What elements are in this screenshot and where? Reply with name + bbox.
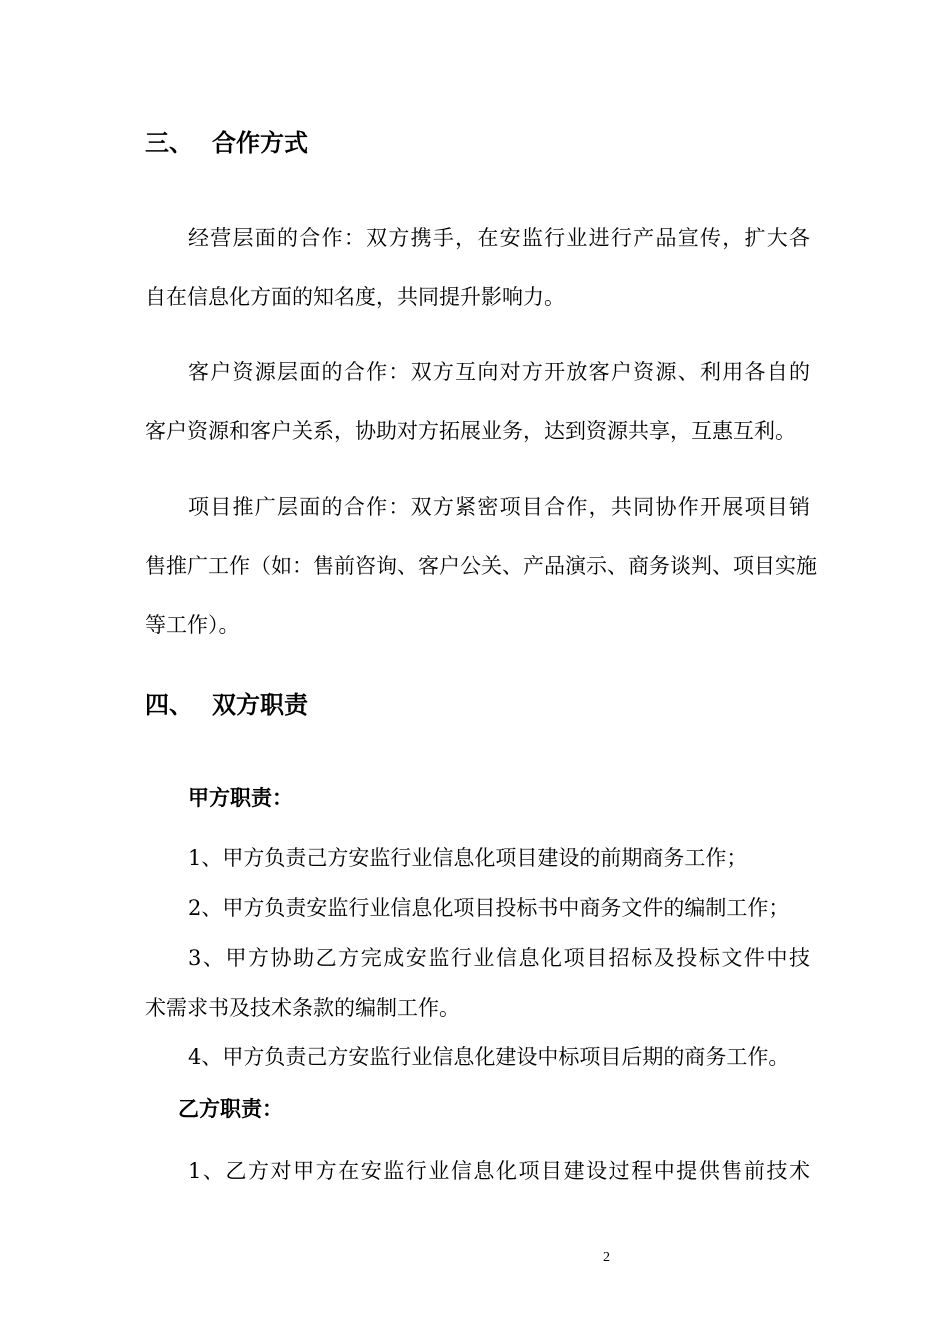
party-a-item: [145, 848, 810, 869]
paragraph-line: 客户资源层面的合作：双方互向对方开放客户资源、利用各自的: [188, 360, 810, 384]
party-a-item: [145, 1047, 810, 1068]
party-b-heading: 乙方职责：: [178, 1096, 283, 1121]
item-line: 4、甲方负责己方安监行业信息化建设中标项目后期的商务工作。: [188, 1045, 790, 1069]
paragraph-line: 等工作）。: [145, 613, 240, 637]
page-number: 2: [603, 1250, 610, 1265]
section-3-title: 合作方式: [212, 128, 308, 157]
section-4-title: 双方职责: [212, 690, 308, 719]
section-3-number: 三、: [145, 128, 193, 157]
paragraph-line: 售推广工作（如：售前咨询、客户公关、产品演示、商务谈判、项目实施: [145, 554, 817, 578]
paragraph-line: 经营层面的合作：双方携手，在安监行业进行产品宣传，扩大各: [188, 226, 810, 250]
paragraph-business-cooperation: [145, 228, 810, 308]
paragraph-line: 客户资源和客户关系，协助对方拓展业务，达到资源共享，互惠互利。: [145, 419, 796, 443]
item-line: 3、甲方协助乙方完成安监行业信息化项目招标及投标文件中技: [188, 946, 810, 970]
party-a-item: [145, 898, 810, 919]
paragraph-customer-cooperation: [145, 362, 810, 442]
paragraph-project-cooperation: [145, 495, 817, 637]
item-line: 2、甲方负责安监行业信息化项目投标书中商务文件的编制工作；: [188, 896, 790, 920]
section-4-number: 四、: [145, 690, 193, 719]
party-a-item: [145, 948, 810, 1019]
party-a-heading: 甲方职责：: [188, 785, 293, 810]
item-line: 1、甲方负责己方安监行业信息化项目建设的前期商务工作；: [188, 846, 748, 870]
item-line: 术需求书及技术条款的编制工作。: [145, 996, 460, 1020]
party-b-item: [145, 1161, 810, 1182]
section-4-heading: [145, 690, 308, 720]
paragraph-line: 自在信息化方面的知名度，共同提升影响力。: [145, 285, 565, 309]
item-line: 1、乙方对甲方在安监行业信息化项目建设过程中提供售前技术: [188, 1159, 810, 1183]
paragraph-line: 项目推广层面的合作：双方紧密项目合作，共同协作开展项目销: [188, 495, 810, 519]
section-3-heading: [145, 128, 308, 158]
